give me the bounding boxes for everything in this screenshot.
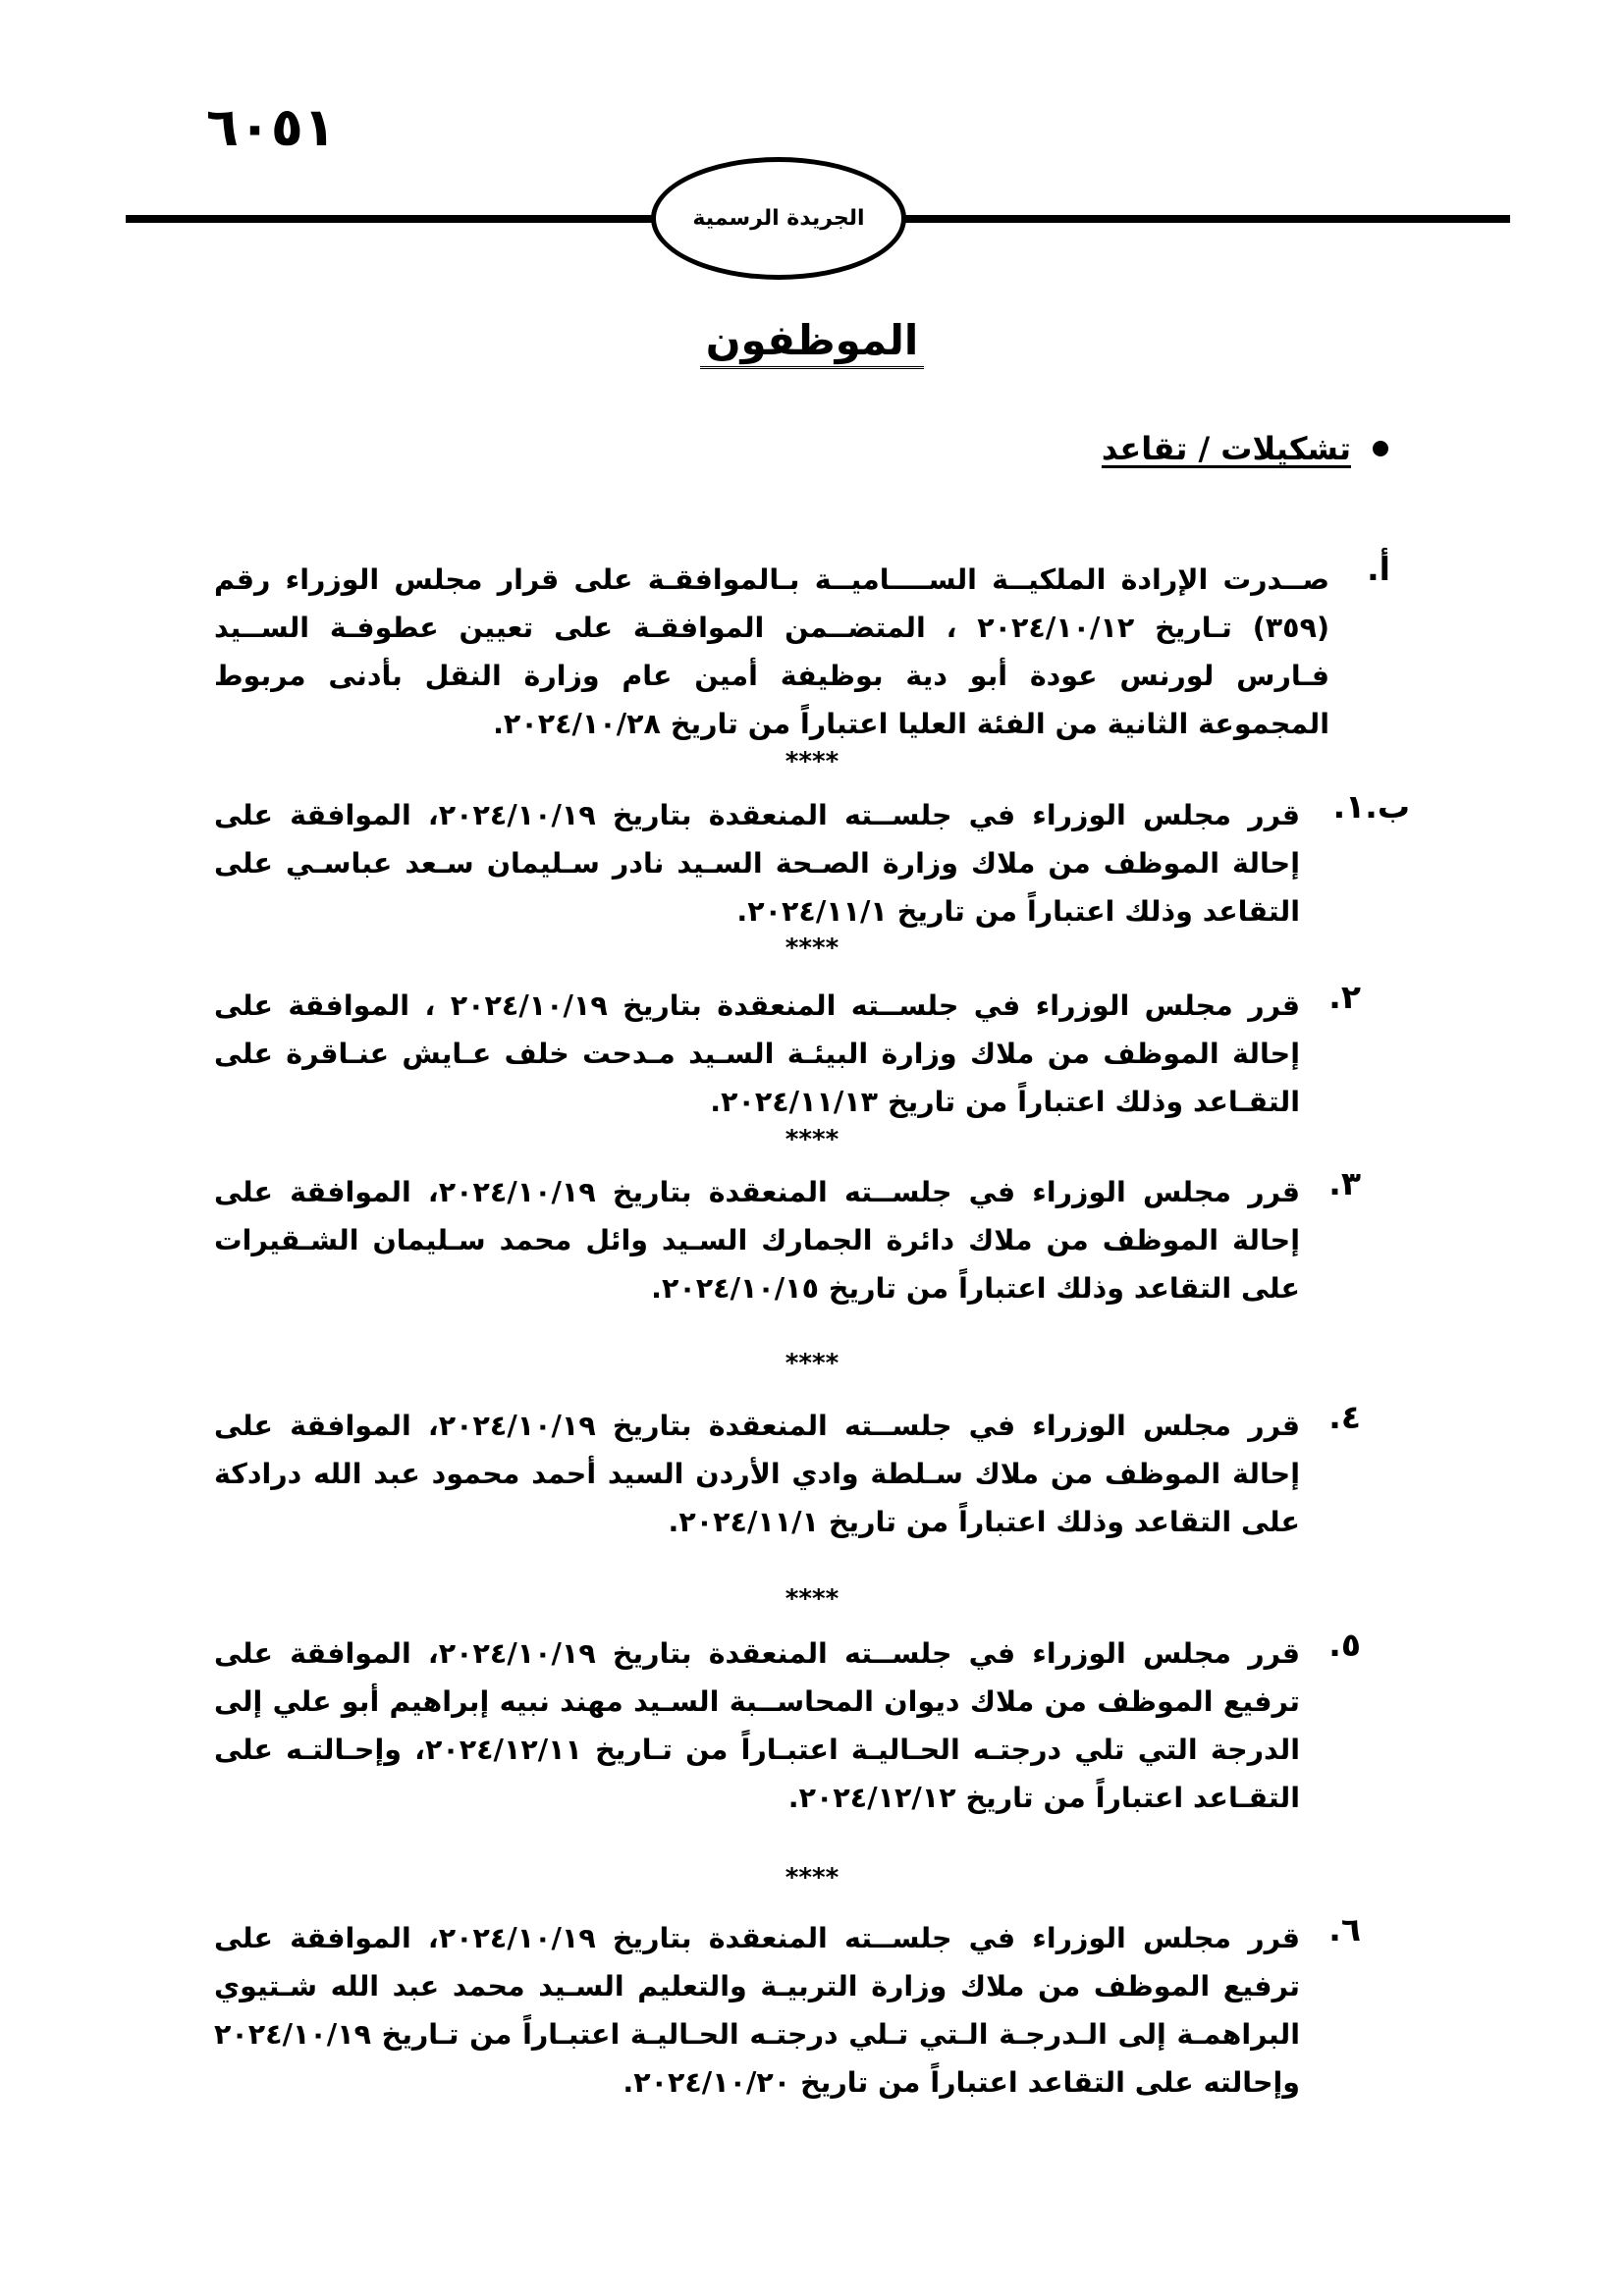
header-rule-right [901,215,1510,223]
separator: **** [785,1349,839,1378]
item-marker: أ. [1367,550,1390,588]
gazette-name-oval [651,157,906,280]
subsection-heading [1102,430,1388,467]
header-rule-left [126,215,656,223]
item-marker: ٦. [1328,1910,1361,1949]
separator: **** [785,934,839,963]
list-item: قرر مجلس الوزراء في جلســته المنعقدة بتاريخ ٢٠٢٤/١٠/١٩ ، الموافقة على إحالة الموظف من ملاك وزارة البيئـة السـيد مـدحت خلف عـايش عنـاقرة على التقـاعد وذلك اعتباراً من تاريخ ٢٠٢٤/١١/١٣. [214,989,1300,1118]
section-title [0,316,1624,364]
page-number: ٦٠٥١ [206,96,336,158]
item-marker: ب.١. [1332,787,1410,826]
separator: **** [785,1125,839,1154]
list-item: قرر مجلس الوزراء في جلســته المنعقدة بتاريخ ٢٠٢٤/١٠/١٩، الموافقة على إحالة الموظف من ملاك دائرة الجمارك السـيد وائل محمد سـليمان الشـقيرات على التقاعد وذلك اعتباراً من تاريخ ٢٠٢٤/١٠/١٥. [214,1176,1301,1305]
list-item: قرر مجلس الوزراء في جلســته المنعقدة بتاريخ ٢٠٢٤/١٠/١٩، الموافقة على ترفيع الموظف من ملاك ديوان المحاســبة السـيد مهند نبيه إبراهيم أبو علي إلى الدرجة التي تلي درجتـه الحـاليـة اعتبـاراً من تـاريخ ٢٠٢٤/١٢/١١، وإحـالتـه على التقـاعد اعتباراً من تاريخ ٢٠٢٤/١٢/١٢. [214,1637,1301,1814]
bullet-icon [1373,441,1388,456]
list-item: قرر مجلس الوزراء في جلســته المنعقدة بتاريخ ٢٠٢٤/١٠/١٩، الموافقة على ترفيع الموظف من ملاك وزارة التربيـة والتعليم السـيد محمد عبد الله شـتيوي البراهمـة إلى الـدرجـة الـتي تـلي درجتـه الحـاليـة اعتبـاراً من تـاريخ ٢٠٢٤/١٠/١٩ وإحالته على التقاعد اعتباراً من تاريخ ٢٠٢٤/١٠/٢٠. [214,1922,1301,2099]
list-item: قرر مجلس الوزراء في جلســته المنعقدة بتاريخ ٢٠٢٤/١٠/١٩، الموافقة على إحالة الموظف من ملاك سـلطة وادي الأردن السيد أحمد محمود عبد الله درادكة على التقاعد وذلك اعتباراً من تاريخ ٢٠٢٤/١١/١. [214,1410,1301,1538]
subsection-title: تشكيلات / تقاعد [1101,430,1351,467]
separator: **** [785,1863,839,1893]
list-item: صــدرت الإرادة الملكيــة الســــاميــة بـالموافقـة على قرار مجلس الوزراء رقم (٣٥٩) تـاريخ ٢٠٢٤/١٠/١٢ ، المتضــمن الموافقـة على تعيين عطوفـة الســيد فـارس لورنس عودة أبو دية بوظيفة أمين عام وزارة النقل بأدنى مربوط المجموعة الثانية من الفئة العليا اعتباراً من تاريخ ٢٠٢٤/١٠/٢٨. [214,563,1329,740]
item-marker: ٤. [1328,1398,1361,1436]
item-marker: ٣. [1328,1164,1361,1202]
list-item: قرر مجلس الوزراء في جلســته المنعقدة بتاريخ ٢٠٢٤/١٠/١٩، الموافقة على إحالة الموظف من ملاك وزارة الصـحة السـيد نادر سـليمان سـعد عباسـي على التقاعد وذلك اعتباراً من تاريخ ٢٠٢٤/١١/١. [214,799,1301,928]
separator: **** [785,1584,839,1614]
item-marker: ٥. [1328,1626,1361,1664]
gazette-name: الجريدة الرسمية [692,206,865,231]
section-title-text: الموظفون [700,316,925,369]
item-marker: ٢. [1328,978,1361,1016]
separator: **** [785,747,839,776]
